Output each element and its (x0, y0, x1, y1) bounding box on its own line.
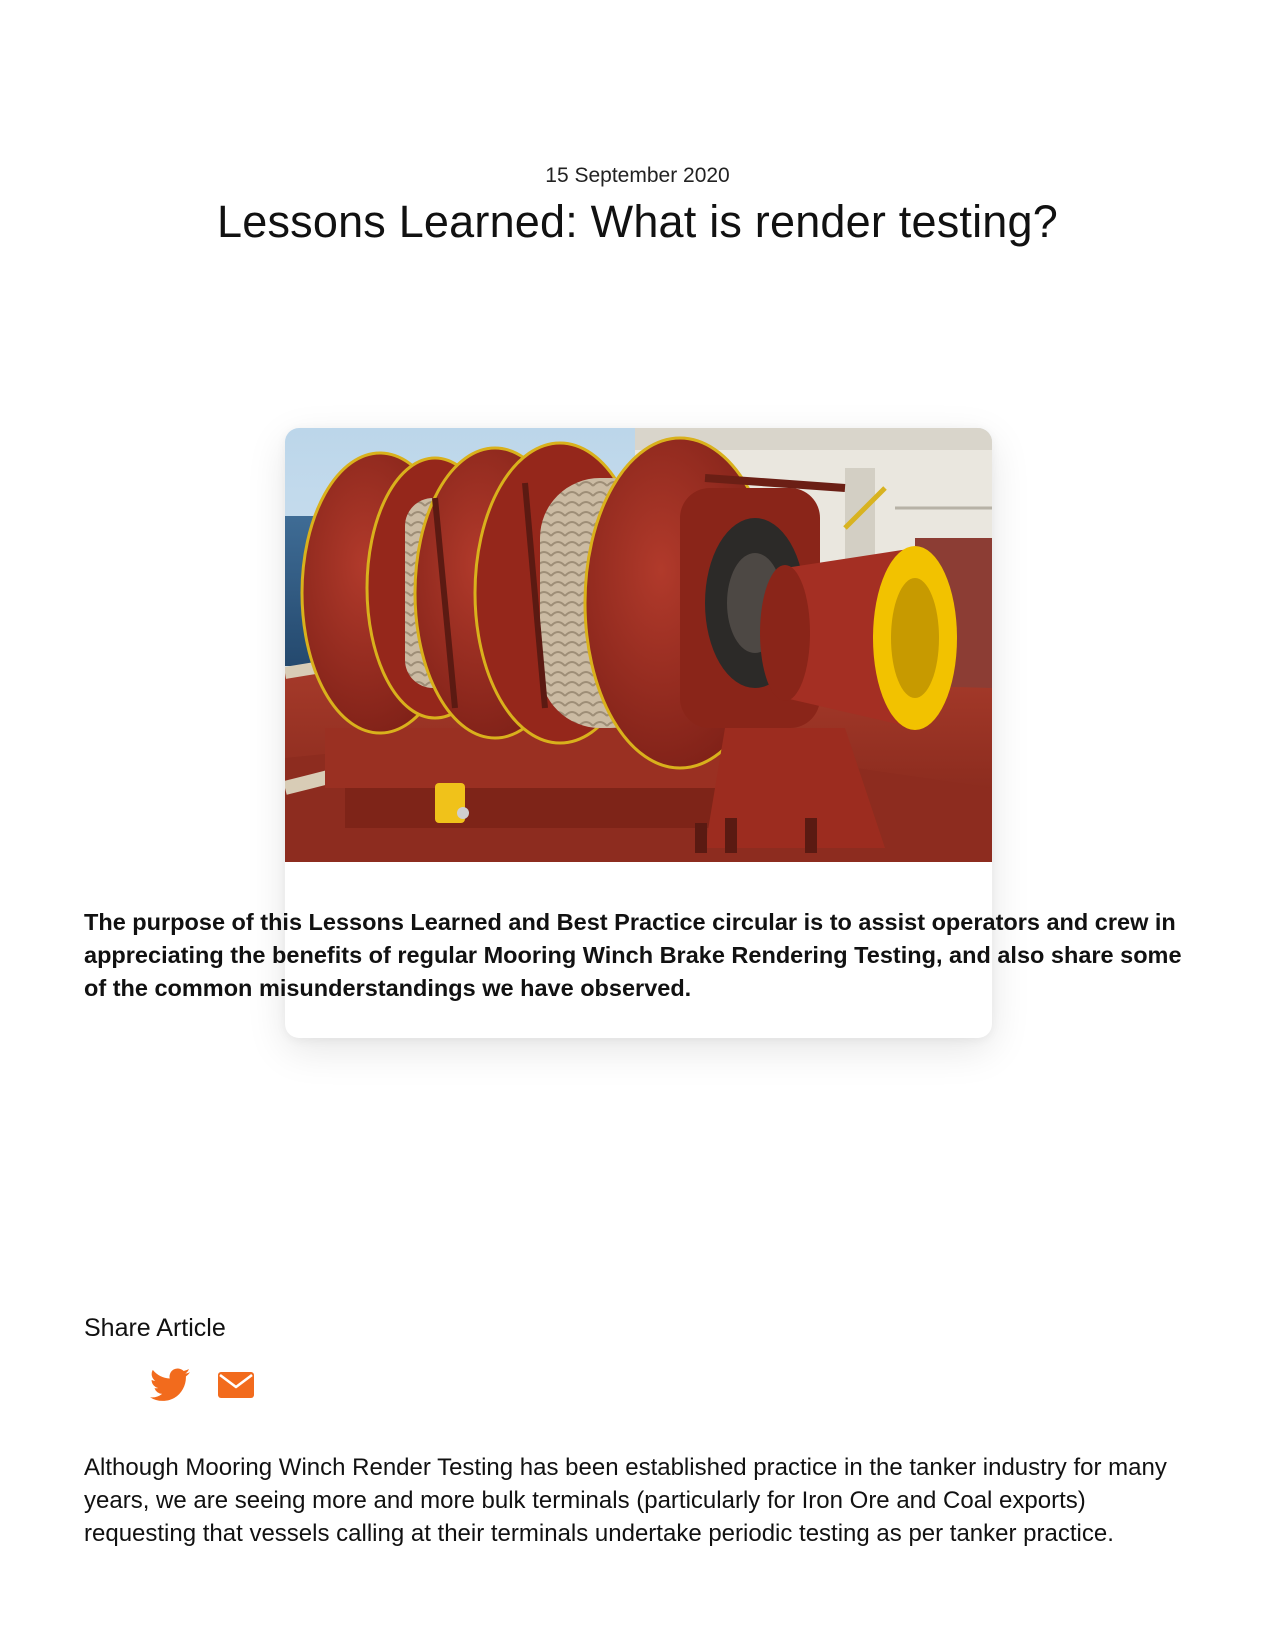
article-title: Lessons Learned: What is render testing? (217, 196, 1058, 247)
featured-image (285, 428, 992, 862)
twitter-share-button[interactable] (150, 1368, 190, 1407)
article-body-paragraph: Although Mooring Winch Render Testing has been established practice in the tanker industry for many years, we are seeing more and more bulk terminals (particularly for Iron Ore and Coal exports) requesting that vessels calling at their terminals undertake periodic testing as per tanker practice. (84, 1454, 1167, 1547)
article-date: 15 September 2020 (545, 164, 730, 187)
share-icons (150, 1368, 254, 1407)
email-icon (218, 1372, 254, 1398)
email-share-button[interactable] (218, 1372, 254, 1403)
article-lead: The purpose of this Lessons Learned and Best Practice circular is to assist operators and crew in appreciating the benefits of regular Mooring Winch Brake Rendering Testing, and also share some of the common misunderstandings we have observed. (84, 909, 1182, 1001)
mooring-winch-illustration (285, 428, 992, 862)
twitter-icon (150, 1368, 190, 1402)
share-article-label: Share Article (84, 1314, 226, 1342)
